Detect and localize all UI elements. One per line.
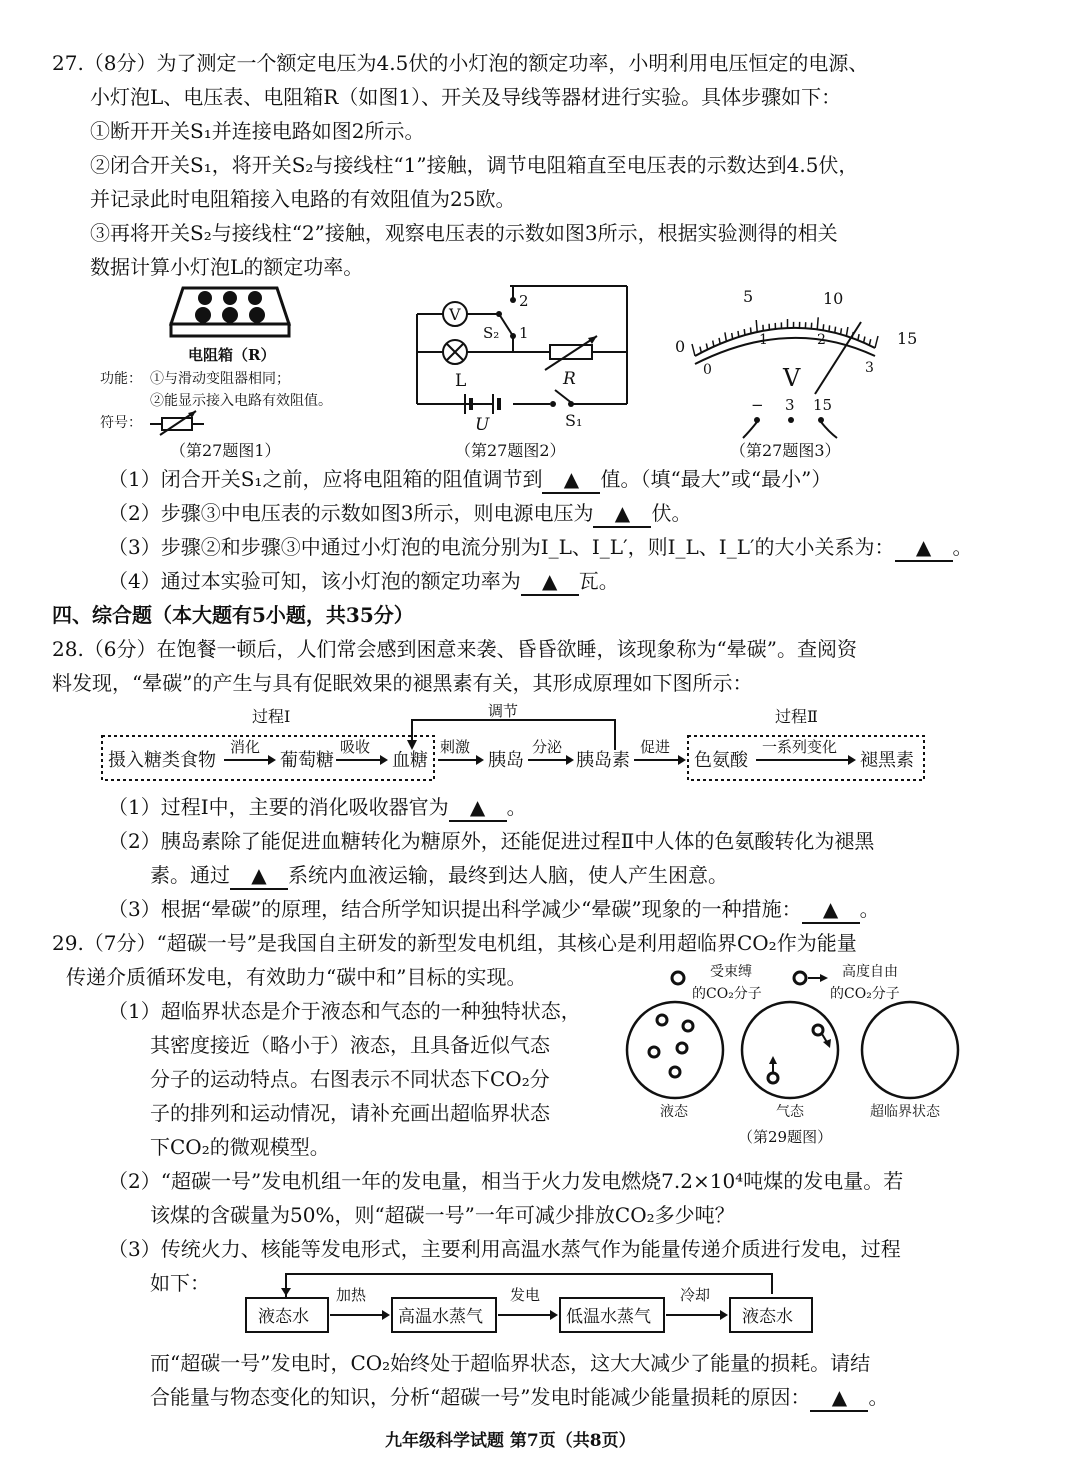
- q27-sub1-answer-blank[interactable]: ▲: [542, 466, 600, 494]
- q28-sub2-tail: 系统内血液运输，最终到达人脑，使人产生困意。: [288, 863, 728, 887]
- q29-cycle-generate: 发电: [510, 1286, 541, 1304]
- q29-fig-caption: （第29题图）: [738, 1128, 833, 1146]
- q28-sub3: [108, 896, 880, 924]
- q27-fig3-bottom-2: 2: [817, 332, 826, 348]
- q27-fig3-bottom-0: 0: [703, 362, 712, 378]
- q28-flow-glucose: 葡萄糖: [280, 750, 334, 771]
- section4-heading: 四、综合题（本大题有5小题，共35分）: [52, 603, 414, 627]
- q29-steam-cycle-diagram: [240, 1266, 830, 1338]
- q28-sub3-text: （3）根据“晕碳”的原理，结合所学知识提出科学减少“晕碳”现象的一种措施：: [108, 897, 802, 921]
- q27-step3-line1: ③再将开关S₂与接线柱“2”接触，观察电压表的示数如图3所示，根据实验测得的相关: [90, 221, 838, 245]
- q28-sub3-tail: 。: [859, 897, 880, 921]
- q29-sub1-line3: 分子的运动特点。右图表示不同状态下CO₂分: [150, 1067, 550, 1091]
- q27-sub3-answer-blank[interactable]: ▲: [895, 534, 953, 562]
- q29-molecule-figure: [620, 960, 970, 1150]
- q27-sub4-answer-blank[interactable]: ▲: [521, 568, 579, 596]
- dial-tick: [756, 320, 757, 332]
- q27-fig1-function2: ②能显示接入电路有效阻值。: [150, 393, 332, 409]
- page-footer: 九年级科学试题 第7页（共8页）: [385, 1431, 636, 1451]
- dial-tick: [817, 317, 818, 329]
- q29-fig-bound-line2: 的CO₂分子: [692, 986, 762, 1002]
- q27-step3-line2: 数据计算小灯泡L的额定功率。: [90, 255, 364, 279]
- q29-cycle-water2: 液态水: [742, 1307, 793, 1327]
- q29-cycle-cool-steam: 低温水蒸气: [566, 1307, 651, 1327]
- q27-sub1-tail: 值。（填“最大”或“最小”）: [600, 467, 832, 491]
- q27-fig3-voltmeter: [665, 282, 925, 442]
- q29-sub3-line1: （3）传统火力、核能等发电形式，主要利用高温水蒸气作为能量传递介质进行发电，过程: [108, 1237, 901, 1261]
- q27-fig1-variable-resistor-symbol: [150, 408, 206, 438]
- q27-fig3-caption: （第27题图3）: [730, 441, 841, 460]
- q28-sub1-answer-blank[interactable]: ▲: [449, 794, 507, 822]
- q27-fig3-terminal-3: 3: [785, 396, 795, 414]
- q29-cycle-heat: 加热: [336, 1286, 367, 1304]
- q29-sub3-line2: 如下：: [150, 1271, 210, 1295]
- q27-fig2-source-label: U: [475, 415, 490, 435]
- q28-flow-blood-sugar: 血糖: [392, 750, 428, 771]
- dial-tick: [692, 344, 695, 356]
- q27-intro-line1: 27.（8分）为了测定一个额定电压为4.5伏的小灯泡的额定功率，小明利用电压恒定的电源、: [52, 51, 869, 75]
- q29-fig-bound-line1: 受束缚: [710, 964, 752, 980]
- q29-fig-free-line2: 的CO₂分子: [830, 986, 900, 1002]
- q27-sub2: [108, 500, 691, 528]
- q27-fig3-top-5: 5: [743, 287, 754, 306]
- q27-fig3-bottom-1: 1: [759, 332, 768, 348]
- q27-fig1-caption: （第27题图1）: [170, 441, 281, 460]
- q27-fig3-top-15: 15: [897, 329, 918, 348]
- q28-flow-process2: 过程Ⅱ: [775, 707, 818, 726]
- q29-sub1-line4: 子的排列和运动情况，请补充画出超临界状态: [150, 1101, 550, 1125]
- q29-cycle-water1: 液态水: [258, 1307, 309, 1327]
- q27-fig1-label: 电阻箱（R）: [188, 346, 276, 364]
- q28-sub2-line1: （2）胰岛素除了能促进血糖转化为糖原外，还能促进过程Ⅱ中人体的色氨酸转化为褪黑: [108, 829, 875, 853]
- q29-sub2-line1: （2）“超碳一号”发电机组一年的发电量，相当于火力发电燃烧7.2×10⁴吨煤的发电量。若: [108, 1169, 904, 1193]
- q27-fig1-resistance-box: [165, 284, 295, 346]
- q29-sub3-answer-blank[interactable]: ▲: [810, 1384, 868, 1412]
- q27-sub2-text: （2）步骤③中电压表的示数如图3所示，则电源电压为: [108, 501, 594, 525]
- dial-tick: [875, 336, 878, 348]
- q28-flow-insulin: 胰岛素: [576, 750, 630, 771]
- q27-fig2-lamp-label: L: [455, 371, 467, 391]
- q29-sub3-text: 合能量与物态变化的知识，分析“超碳一号”发电时能减少能量损耗的原因：: [150, 1385, 811, 1409]
- q27-fig3-terminal-15: 15: [813, 396, 833, 414]
- q28-flow-islet: 胰岛: [488, 750, 524, 771]
- q28-flow-tryptophan: 色氨酸: [694, 750, 748, 771]
- q27-step2-line1: ②闭合开关S₁，将开关S₂与接线柱“1”接触，调节电阻箱直至电压表的示数达到4.5伏，: [90, 153, 859, 177]
- q29-sub3-line4: [150, 1384, 888, 1412]
- q27-sub1: [108, 466, 831, 494]
- dial-tick: [725, 332, 727, 341]
- q28-sub2-line2: [150, 862, 728, 890]
- q28-flow-promote: 促进: [640, 738, 671, 756]
- q27-fig2-voltmeter-label: V: [449, 305, 461, 324]
- q27-fig1-function1: ①与滑动变阻器相同；: [150, 371, 290, 387]
- q27-fig2-terminal2-label: 2: [519, 292, 529, 310]
- q28-sub3-answer-blank[interactable]: ▲: [802, 896, 860, 924]
- q27-sub2-tail: 伏。: [651, 501, 692, 525]
- dial-tick: [846, 327, 848, 336]
- q29-cycle-hot-steam: 高温水蒸气: [398, 1307, 483, 1327]
- q27-fig2-terminal1-label: 1: [519, 324, 529, 342]
- q29-sub3-tail: 。: [868, 1385, 889, 1409]
- q28-sub1: [108, 794, 527, 822]
- q27-sub4-tail: 瓦。: [578, 569, 619, 593]
- q28-intro-line2: 料发现，“晕碳”的产生与具有促眠效果的褪黑素有关，其形成原理如下图所示：: [52, 671, 753, 695]
- q29-fig-gas-label: 气态: [776, 1104, 804, 1120]
- q28-intro-line1: 28.（6分）在饱餐一顿后，人们常会感到困意来袭、昏昏欲睡，该现象称为“晕碳”。查阅资: [52, 637, 857, 661]
- q27-sub1-text: （1）闭合开关S₁之前，应将电阻箱的阻值调节到: [108, 467, 543, 491]
- q29-sub1-line1: （1）超临界状态是介于液态和气态的一种独特状态，: [108, 999, 581, 1023]
- q27-sub2-answer-blank[interactable]: ▲: [593, 500, 651, 528]
- q27-fig2-circuit: [405, 280, 635, 440]
- q27-fig2-switch1-label: S₁: [565, 411, 583, 430]
- q29-fig-free-line1: 高度自由: [842, 964, 898, 980]
- q28-flow-stimulate: 刺激: [440, 738, 471, 756]
- q29-fig-liquid-label: 液态: [660, 1104, 688, 1120]
- q27-step2-line2: 并记录此时电阻箱接入电路的有效阻值为25欧。: [90, 187, 516, 211]
- q28-flow-regulate: 调节: [488, 702, 519, 720]
- q28-flow-secrete: 分泌: [532, 738, 563, 756]
- q28-sub2-text: 素。通过: [150, 863, 230, 887]
- q28-flow-absorb: 吸收: [340, 738, 371, 756]
- q28-sub1-text: （1）过程Ⅰ中，主要的消化吸收器官为: [108, 795, 449, 819]
- q29-sub1-line5: 下CO₂的微观模型。: [150, 1135, 330, 1159]
- q27-sub3: [108, 534, 973, 562]
- q27-sub3-text: （3）步骤②和步骤③中通过小灯泡的电流分别为I_L、I_L′，则I_L、I_L′的大小关系为：: [108, 535, 895, 559]
- q27-sub3-tail: 。: [952, 535, 973, 559]
- q29-intro-line2: 传递介质循环发电，有效助力“碳中和”目标的实现。: [66, 965, 527, 989]
- q27-fig3-top-0: 0: [675, 337, 686, 356]
- q29-fig-supercritical-label: 超临界状态: [870, 1104, 940, 1120]
- q28-sub2-answer-blank[interactable]: ▲: [230, 862, 288, 890]
- q29-intro-line1: 29.（7分）“超碳一号”是我国自主研发的新型发电机组，其核心是利用超临界CO₂作为能量: [52, 931, 857, 955]
- q28-sub1-tail: 。: [506, 795, 527, 819]
- q29-cycle-cool: 冷却: [680, 1286, 711, 1304]
- q27-sub4-text: （4）通过本实验可知，该小灯泡的额定功率为: [108, 569, 521, 593]
- q28-flow-melatonin: 褪黑素: [860, 750, 914, 771]
- q28-flow-digest: 消化: [230, 738, 261, 756]
- q27-intro-line2: 小灯泡L、电压表、电阻箱R（如图1）、开关及导线等器材进行实验。具体步骤如下：: [90, 85, 842, 109]
- q27-fig1-symbol-label: 符号：: [100, 415, 142, 431]
- q29-sub3-line3: 而“超碳一号”发电时，CO₂始终处于超临界状态，这大大减少了能量的损耗。请结: [150, 1351, 871, 1375]
- q27-fig1-function-title: 功能：: [100, 371, 142, 387]
- q27-fig3-bottom-3: 3: [865, 360, 874, 376]
- q28-flow-diagram: [100, 700, 930, 790]
- q27-fig2-resistor-label: R: [563, 369, 576, 389]
- q27-fig3-top-10: 10: [823, 289, 844, 308]
- q29-sub1-line2: 其密度接近（略小于）液态，且具备近似气态: [150, 1033, 550, 1057]
- q27-sub4: [108, 568, 619, 596]
- q28-flow-food: 摄入糖类食物: [108, 750, 216, 771]
- q27-fig2-caption: （第27题图2）: [455, 441, 566, 460]
- q28-flow-series: 一系列变化: [762, 738, 838, 756]
- q29-sub2-line2: 该煤的含碳量为50%，则“超碳一号”一年可减少排放CO₂多少吨？: [150, 1203, 735, 1227]
- q27-fig3-unit: V: [783, 364, 801, 392]
- q28-flow-process1: 过程Ⅰ: [252, 707, 291, 726]
- q27-fig3-terminal-minus: −: [751, 396, 764, 414]
- q27-step1: ①断开开关S₁并连接电路如图2所示。: [90, 119, 425, 143]
- q27-fig2-switch2-label: S₂: [483, 324, 500, 342]
